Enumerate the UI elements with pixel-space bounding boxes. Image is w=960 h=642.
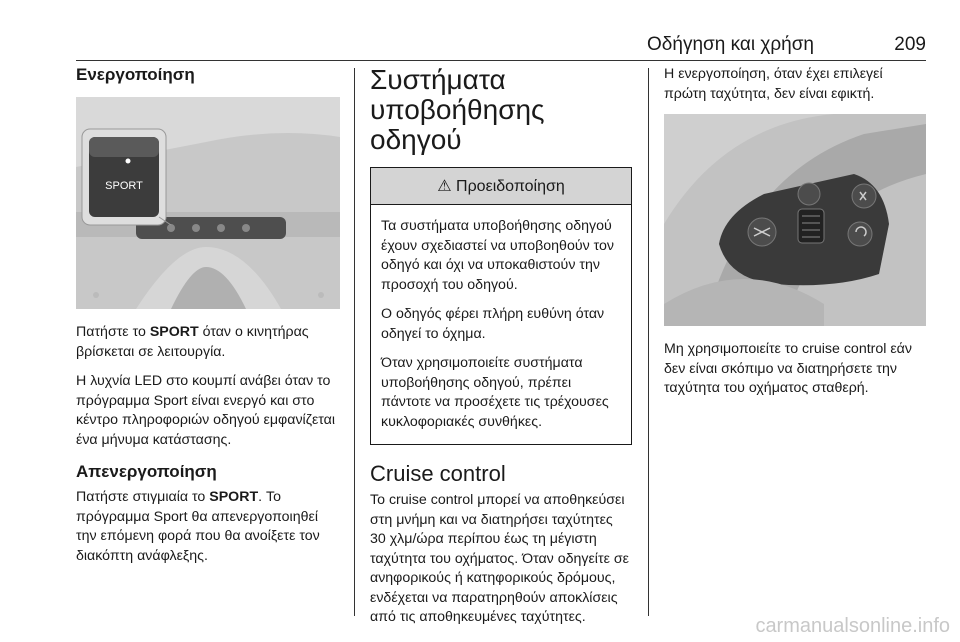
column-middle [370,65,632,638]
steering-wheel-figure [664,114,926,326]
header-rule [76,60,926,61]
warning-triangle-icon: ⚠ [437,178,452,195]
sport-label: SPORT [105,180,143,192]
warning-box [370,167,632,445]
paragraph-do-not-use: Μη χρησιμοποιείτε το cruise control εάν δεν είναι σκόπιμο να διατηρήσετε την ταχύτητα του οχήματος σταθερή. [664,341,912,396]
heading-deactivation: Απενεργοποίηση [76,462,217,481]
warning-paragraph-2: Ο οδηγός φέρει πλήρη ευθύνη όταν οδηγεί το όχημα. [381,306,605,342]
warning-header [371,168,631,205]
watermark: carmanualsonline.info [755,615,950,637]
column-divider-1 [354,68,355,616]
warning-title: Προειδοποίηση [456,178,565,195]
column-divider-2 [648,68,649,616]
warning-paragraph-1: Τα συστήματα υποβοήθησης οδηγού έχουν σχεδιαστεί να υποβοηθούν τον οδηγό και όχι να υποκαθιστούν την προσοχή του οδηγού. [381,218,615,293]
page-number: 209 [894,34,926,55]
column-left [76,65,340,576]
sport-button-illustration [76,97,340,309]
column-right [664,65,926,409]
steering-wheel-illustration [664,114,926,326]
section-title: Οδήγηση και χρήση [647,34,814,55]
sport-button-figure [76,97,340,309]
page-header [0,34,926,60]
heading-activation: Ενεργοποίηση [76,65,195,84]
paragraph-press-sport: Πατήστε το SPORT όταν ο κινητήρας βρίσκεται σε λειτουργία. [76,324,309,360]
cruise-control-heading: Cruise control [370,461,506,486]
paragraph-led: Η λυχνία LED στο κουμπί ανάβει όταν το πρόγραμμα Sport είναι ενεργό και στο κέντρο πληροφοριών οδηγού εμφανίζεται ένα μήνυμα κατάστασης. [76,373,336,448]
section-heading: Συστήματα υποβοήθησης οδηγού [370,64,545,155]
warning-body [371,205,631,444]
paragraph-first-gear: Η ενεργοποίηση, όταν έχει επιλεγεί πρώτη ταχύτητα, δεν είναι εφικτή. [664,66,883,102]
warning-paragraph-3: Όταν χρησιμοποιείτε συστήματα υποβοήθησης οδηγού, πρέπει πάντοτε να προσέχετε τις τρέχουσες κυκλοφοριακές συνθήκες. [381,355,609,430]
paragraph-deactivate: Πατήστε στιγμιαία το SPORT. Το πρόγραμμα Sport θα απενεργοποιηθεί την επόμενη φορά που θα ανοίξετε τον διακόπτη ανάφλεξης. [76,489,320,564]
cruise-control-text: Το cruise control μπορεί να αποθηκεύσει στη μνήμη και να διατηρήσει ταχύτητες 30 χλμ/ώρα περίπου έως τη μέγιστη ταχύτητα του οχήματος. Όταν οδηγείτε σε ανηφορικούς ή κατηφορικούς δρόμους, ενδέχεται να παρατηρηθούν αποκλίσεις από τις αποθηκευμένες ταχύτητες. [370,492,629,625]
